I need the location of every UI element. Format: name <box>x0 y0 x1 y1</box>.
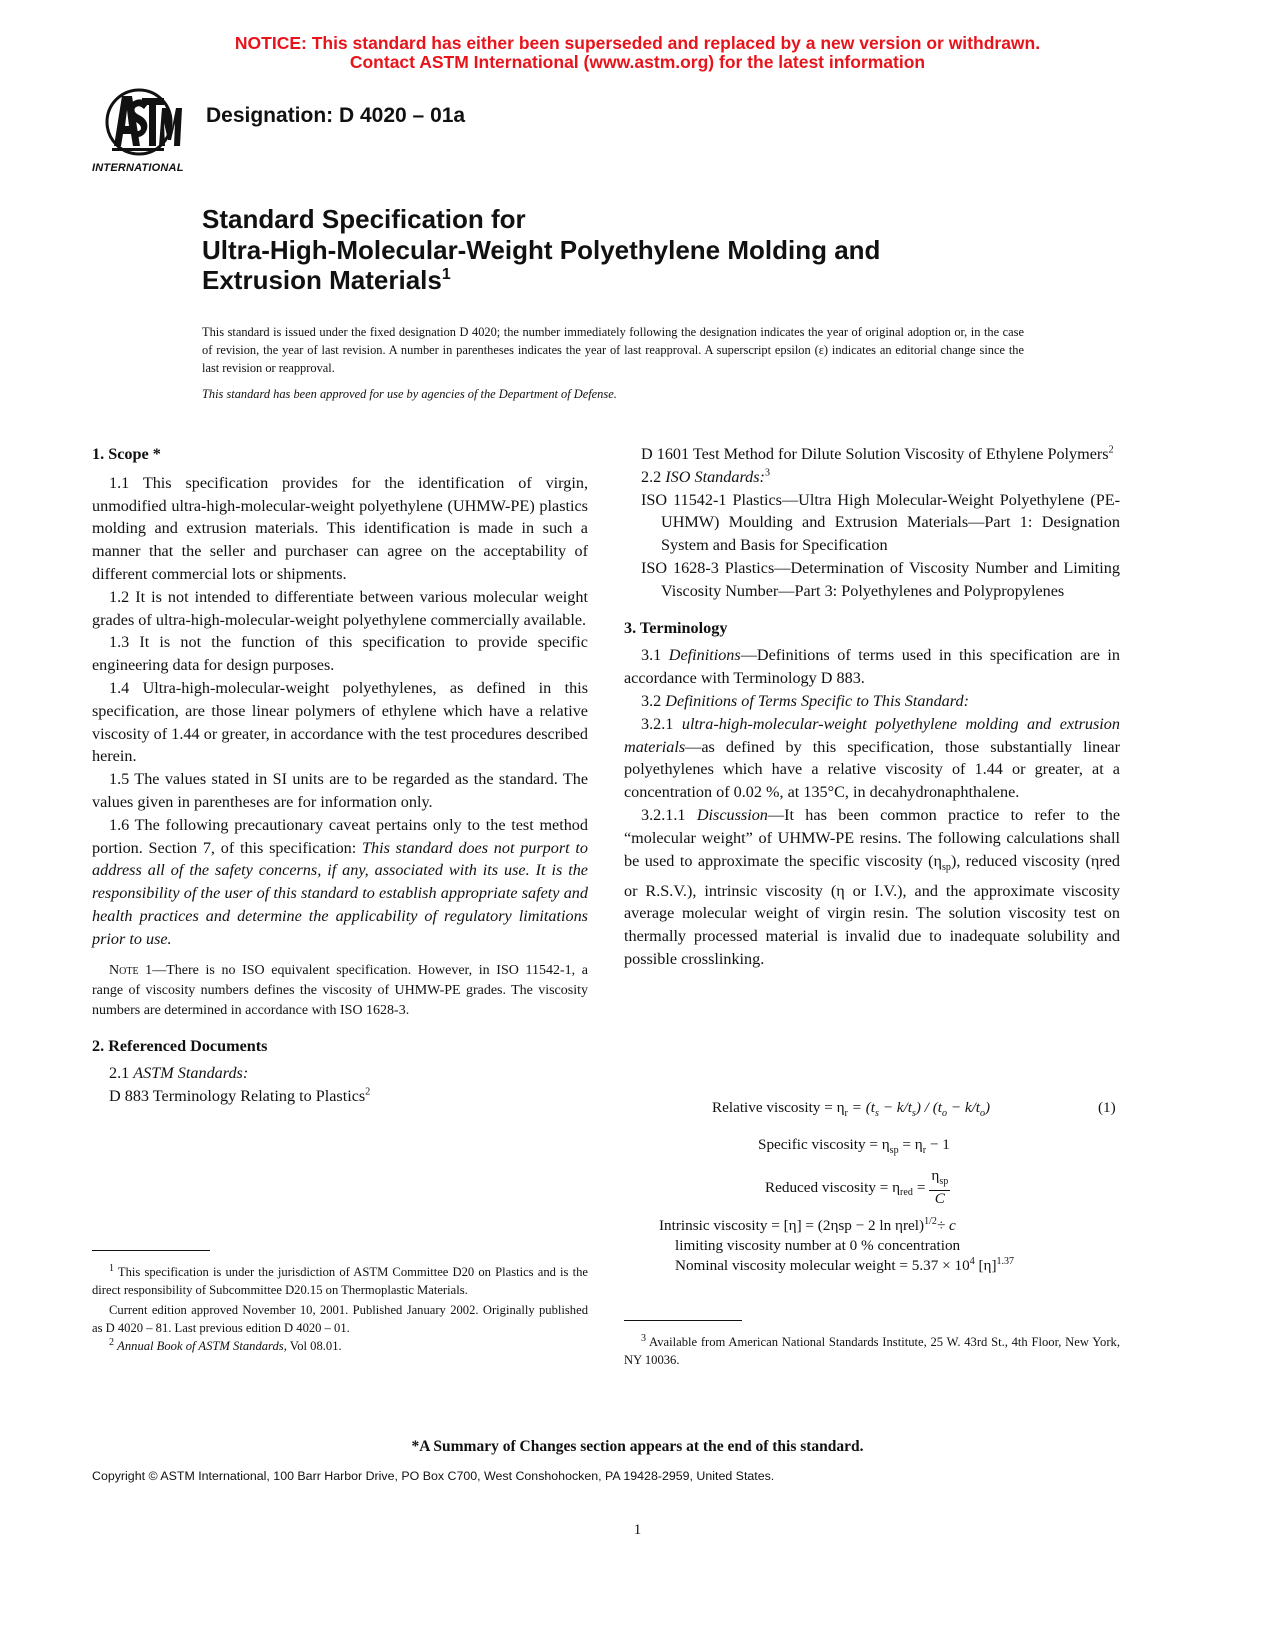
right-column <box>624 443 1120 971</box>
equation-relative-viscosity <box>712 1099 990 1119</box>
para-1-6 <box>92 814 588 951</box>
page-number: 1 <box>633 1522 642 1538</box>
para-3-2-label: Definitions of Terms Specific to This Standard: <box>665 691 969 710</box>
para-3-2-1-text: —as defined by this specification, those substantially linear polyethylenes which have a relative viscosity of 1.44 or greater, at a concentration of 0.02 %, at 135°C, in decahydronaphthalene. <box>624 737 1120 802</box>
discussion-text-b: ), reduced viscosity (ηred or R.S.V.), intrinsic viscosity (η or I.V.), and the approximate viscosity average molecular weight of virgin resin. The solution viscosity test on thermally processed material is invalid due to inadequate solubility and possible crosslinking. <box>624 851 1120 968</box>
para-3-1-num: 3.1 <box>641 646 669 665</box>
document-title <box>202 204 1022 296</box>
logo-text: INTERNATIONAL <box>92 162 184 174</box>
equation-specific-viscosity <box>758 1136 950 1156</box>
para-3-2-1 <box>624 713 1120 804</box>
eq-specific-sub2: r <box>922 1145 927 1157</box>
discussion-label: Discussion <box>696 805 768 824</box>
ref-d1601-sup: 2 <box>1108 444 1114 456</box>
footnote-1b: Current edition approved November 10, 2001. Published January 2002. Originally published as D 4020 – 81. Last previous edition D 4020 – 01. <box>92 1303 588 1335</box>
title-line-2: Ultra-High-Molecular-Weight Polyethylene Molding and <box>202 234 881 265</box>
eq-nominal-text: Nominal viscosity molecular weight = 5.37 × 10 <box>675 1257 970 1274</box>
eq-intrinsic-end: ÷ c <box>936 1217 956 1234</box>
eq-relative-sub: r <box>844 1108 848 1120</box>
para-1-1: 1.1 This specification provides for the identification of virgin, unmodified ultra-high-molecular-weight polyethylene (UHMW-PE) plastics molding and extrusion materials. This identification is made in such a manner that the seller and purchaser can agree on the acceptability of different commercial lots or shipments. <box>92 473 588 583</box>
equation-reduced-viscosity <box>765 1168 950 1207</box>
footnote-1 <box>92 1263 588 1299</box>
notice-line-1: NOTICE: This standard has either been superseded and replaced by a new version or withdrawn. <box>234 33 1041 53</box>
ref-d883 <box>109 1085 588 1108</box>
footnote-rule-left <box>92 1250 210 1251</box>
ref-iso-11542: ISO 11542-1 Plastics—Ultra High Molecular-Weight Polyethylene (PE-UHMW) Moulding and Extrusion Materials—Part 1: Designation System and Basis for Specification <box>641 490 1120 555</box>
eq-specific-rest: = η <box>898 1136 923 1153</box>
astm-standards-label: ASTM Standards: <box>133 1064 249 1083</box>
para-3-1-label: Definitions <box>668 646 741 665</box>
eq-limiting: limiting viscosity number at 0 % concentration <box>675 1237 961 1254</box>
iso-sup: 3 <box>764 467 770 479</box>
footnote-2-text: Annual Book of ASTM Standards <box>117 1339 284 1353</box>
references-heading: 2. Referenced Documents <box>92 1036 268 1055</box>
para-3-2-1-num: 3.2.1 <box>641 714 682 733</box>
eq-relative-label: Relative viscosity = η <box>712 1099 845 1116</box>
para-2-1-num: 2.1 <box>109 1064 134 1083</box>
para-3-2-1-label: ultra-high-molecular-weight polyethylene molding and extrusion materials <box>624 714 1120 756</box>
para-1-6-text: 1.6 The following precautionary caveat pertains only to the test method portion. Section 7, of this specification: <box>92 815 588 857</box>
para-2-1 <box>92 1062 588 1085</box>
eq-relative-formula: = $(t_s - k/t_s) / (t_o - k/t_o)$ <box>851 1099 991 1120</box>
left-column <box>92 443 588 1108</box>
note-label: Note 1 <box>109 962 153 978</box>
title-line-1: Standard Specification for <box>202 204 526 234</box>
eq-intrinsic-text: Intrinsic viscosity = [η] = (2ηsp − 2 ln ηrel) <box>659 1217 925 1234</box>
scope-heading: 1. Scope * <box>92 445 161 463</box>
eq-reduced-equals: = <box>916 1178 926 1196</box>
notice-line-2: Contact ASTM International (www.astm.org) for the latest information <box>349 52 926 72</box>
copyright: Copyright © ASTM International, 100 Barr Harbor Drive, PO Box C700, West Conshohocken, PA 19428-2959, United States. <box>92 1469 775 1483</box>
eq-nominal-mid: [η] <box>974 1257 997 1274</box>
eq-reduced-den: C <box>934 1190 945 1208</box>
terminology-heading: 3. Terminology <box>624 618 728 637</box>
para-2-2-num: 2.2 <box>641 467 666 486</box>
para-3-2-1-1 <box>624 804 1120 971</box>
para-1-5: 1.5 The values stated in SI units are to be regarded as the standard. The values given in parentheses are for information only. <box>92 770 588 811</box>
eq-intrinsic <box>659 1216 1014 1236</box>
para-1-2: 1.2 It is not intended to differentiate between various molecular weight grades of ultra-high-molecular-weight polyethylene commercially available. <box>92 587 588 629</box>
para-3-2 <box>624 690 1120 713</box>
notice-banner <box>0 34 1275 72</box>
eq-reduced-label: Reduced viscosity = η <box>765 1178 901 1196</box>
footnote-2-mark: 2 <box>109 1336 114 1348</box>
title-footnote-ref: 1 <box>441 266 451 283</box>
discussion-text-a: —It has been common practice to refer to the “molecular weight” of UHMW-PE resins. The following calculations shall be used to approximate the specific viscosity (η <box>624 805 1121 870</box>
para-3-2-1-1-num: 3.2.1.1 <box>641 805 697 824</box>
footnote-3-mark: 3 <box>641 1332 646 1344</box>
para-3-1 <box>624 644 1120 690</box>
footnote-3-text: Available from American National Standards Institute, 25 W. 43rd St., 4th Floor, New York, NY 10036. <box>624 1335 1120 1367</box>
footnotes-left <box>92 1263 588 1355</box>
ref-d1601 <box>641 443 1120 466</box>
note-1 <box>92 961 588 1021</box>
astm-logo <box>92 88 192 178</box>
title-line-3 <box>202 265 1022 296</box>
iso-standards-label: ISO Standards: <box>665 467 765 486</box>
ref-d883-sup: 2 <box>365 1086 371 1098</box>
summary-of-changes-note: *A Summary of Changes section appears at the end of this standard. <box>411 1438 864 1455</box>
eq-reduced-num-sub: sp <box>939 1176 949 1188</box>
eq-specific-end: − 1 <box>926 1136 950 1153</box>
discussion-sub: sp <box>942 861 951 873</box>
footnote-1-text: This specification is under the jurisdiction of ASTM Committee D20 on Plastics and is the direct responsibility of Subcommittee D20.15 on Thermoplastic Materials. <box>92 1265 588 1297</box>
para-3-1-text: —Definitions of terms used in this specification are in accordance with Terminology D 883. <box>624 646 1120 688</box>
footnote-1-mark: 1 <box>109 1262 114 1274</box>
eq-reduced-num: η <box>931 1167 940 1184</box>
eq-specific-sub: sp <box>889 1145 899 1157</box>
equation-intrinsic-block <box>659 1216 1014 1276</box>
eq-reduced-fraction <box>929 1168 950 1207</box>
para-1-4: 1.4 Ultra-high-molecular-weight polyethylenes, as defined in this specification, are those linear polymers of ethylene which have a relative viscosity of 1.44 or greater, in accordance with the test procedures described herein. <box>92 678 588 766</box>
eq-nominal-sup2: 1.37 <box>996 1255 1015 1267</box>
ref-d1601-text: D 1601 Test Method for Dilute Solution Viscosity of Ethylene Polymers <box>641 445 1109 463</box>
para-2-2 <box>624 466 1120 489</box>
eq-reduced-sub: red <box>900 1187 913 1199</box>
footnote-rule-right <box>624 1320 742 1321</box>
eq-nominal-sup: 4 <box>969 1255 975 1267</box>
eq-intrinsic-sup: 1/2 <box>924 1215 937 1227</box>
para-1-3: 1.3 It is not the function of this specification to provide specific engineering data for design purposes. <box>92 633 588 675</box>
footnote-2 <box>92 1337 588 1355</box>
ref-d883-text: D 883 Terminology Relating to Plastics <box>109 1087 366 1106</box>
ref-iso-1628: ISO 1628-3 Plastics—Determination of Viscosity Number and Limiting Viscosity Number—Part 3: Polyethylenes and Polypropylenes <box>641 558 1120 600</box>
note-text: —There is no ISO equivalent specification. However, in ISO 11542-1, a range of viscosity numbers defines the viscosity of UHMW-PE grades. The viscosity numbers are determined in accordance with ISO 1628-3. <box>92 962 588 1018</box>
issue-note: This standard is issued under the fixed designation D 4020; the number immediately following the designation indicates the year of original adoption or, in the case of revision, the year of last revision. A number in parentheses indicates the year of last reapproval. A superscript epsilon (ε) indicates an editorial change since the last revision or reapproval. <box>202 325 1024 375</box>
para-3-2-num: 3.2 <box>641 691 666 710</box>
eq-nominal <box>675 1256 1014 1276</box>
footnotes-right <box>624 1333 1120 1369</box>
designation: Designation: D 4020 – 01a <box>206 104 466 127</box>
footnote-2-vol: , Vol 08.01. <box>283 1339 342 1353</box>
approved-note: This standard has been approved for use by agencies of the Department of Defense. <box>202 387 617 401</box>
title-line-3-text: Extrusion Materials <box>202 265 442 295</box>
footnote-3 <box>624 1333 1120 1369</box>
eq-specific-label: Specific viscosity = η <box>758 1136 890 1153</box>
equation-number: (1) <box>1098 1099 1116 1116</box>
eq-reduced-numerator <box>929 1168 950 1191</box>
safety-caveat: This standard does not purport to address all of the safety concerns, if any, associated with its use. It is the responsibility of the user of this standard to establish appropriate safety and health practices and determine the applicability of regulatory limitations prior to use. <box>92 838 588 948</box>
